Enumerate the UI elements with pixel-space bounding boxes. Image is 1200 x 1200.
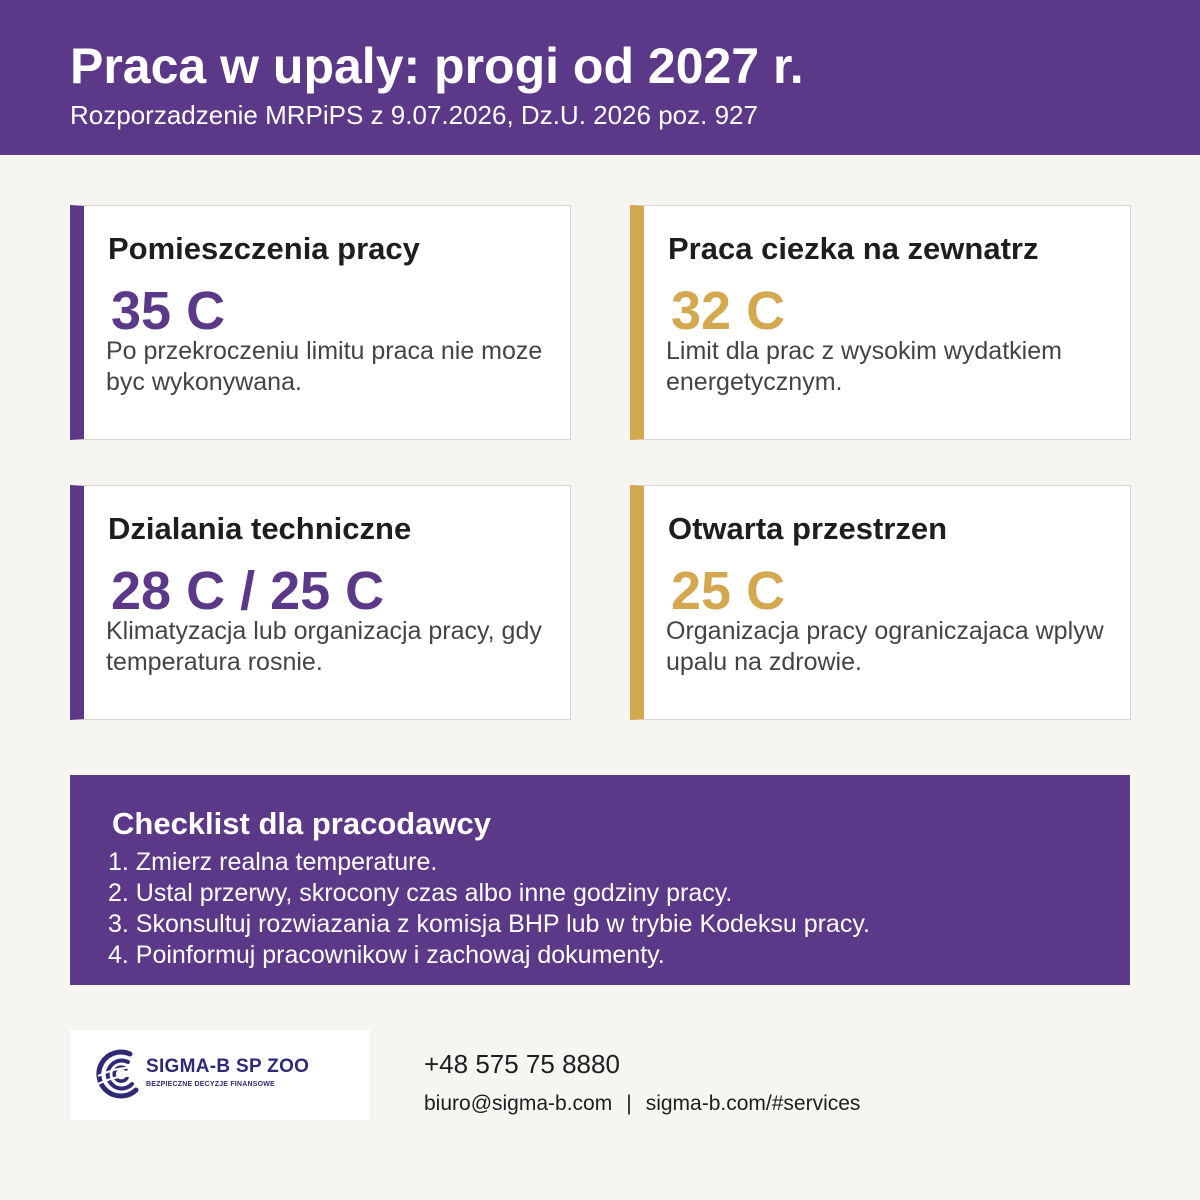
checklist-item: 4. Poinformuj pracownikow i zachowaj dokumenty. [108,941,665,969]
contact-details [424,1090,860,1118]
card-title: Pomieszczenia pracy [108,231,420,266]
card-temperature-value: 25 C [671,561,786,621]
page-subtitle: Rozporzadzenie MRPiPS z 9.07.2026, Dz.U. 2026 poz. 927 [70,100,758,130]
card-temperature-value: 32 C [671,281,786,341]
card-title: Praca ciezka na zewnatrz [668,231,1039,266]
card-description: Po przekroczeniu limitu praca nie moze byc wykonywana. [106,337,543,396]
threshold-card-open-space [630,485,1131,720]
card-temperature-value: 35 C [111,281,226,341]
card-temperature-value: 28 C / 25 C [111,561,385,621]
card-description: Klimatyzacja lub organizacja pracy, gdy temperatura rosnie. [106,617,542,676]
checklist-item: 3. Skonsultuj rozwiazania z komisja BHP lub w trybie Kodeksu pracy. [108,910,870,938]
checklist-item: 2. Ustal przerwy, skrocony czas albo inne godziny pracy. [108,879,733,907]
logo-wordmark: SIGMA-B SP ZOO [146,1056,310,1077]
page-title: Praca w upaly: progi od 2027 r. [70,38,804,94]
card-title: Otwarta przestrzen [668,511,948,546]
checklist-item: 1. Zmierz realna temperature. [108,848,438,876]
card-title: Dzialania techniczne [108,511,412,546]
checklist-title: Checklist dla pracodawcy [112,806,492,841]
employer-checklist [70,775,1130,985]
sigma-b-logo-icon [90,1046,146,1104]
contact-phone[interactable]: +48 575 75 8880 [424,1049,620,1079]
company-logo [70,1030,370,1120]
threshold-card-technical [70,485,571,720]
checklist-items [108,847,870,971]
contact-website-link[interactable]: sigma-b.com/#services [645,1092,861,1115]
contact-email[interactable]: biuro@sigma-b.com [424,1092,613,1115]
contact-separator: | [626,1092,632,1115]
logo-tagline: BEZPIECZNE DECYZJE FINANSOWE [146,1081,275,1088]
card-description: Limit dla prac z wysokim wydatkiem energetycznym. [666,337,1062,396]
threshold-card-outdoor-heavy [630,205,1131,440]
header-banner [0,0,1200,155]
card-description: Organizacja pracy ograniczajaca wplyw upalu na zdrowie. [666,617,1104,676]
threshold-card-indoor [70,205,571,440]
